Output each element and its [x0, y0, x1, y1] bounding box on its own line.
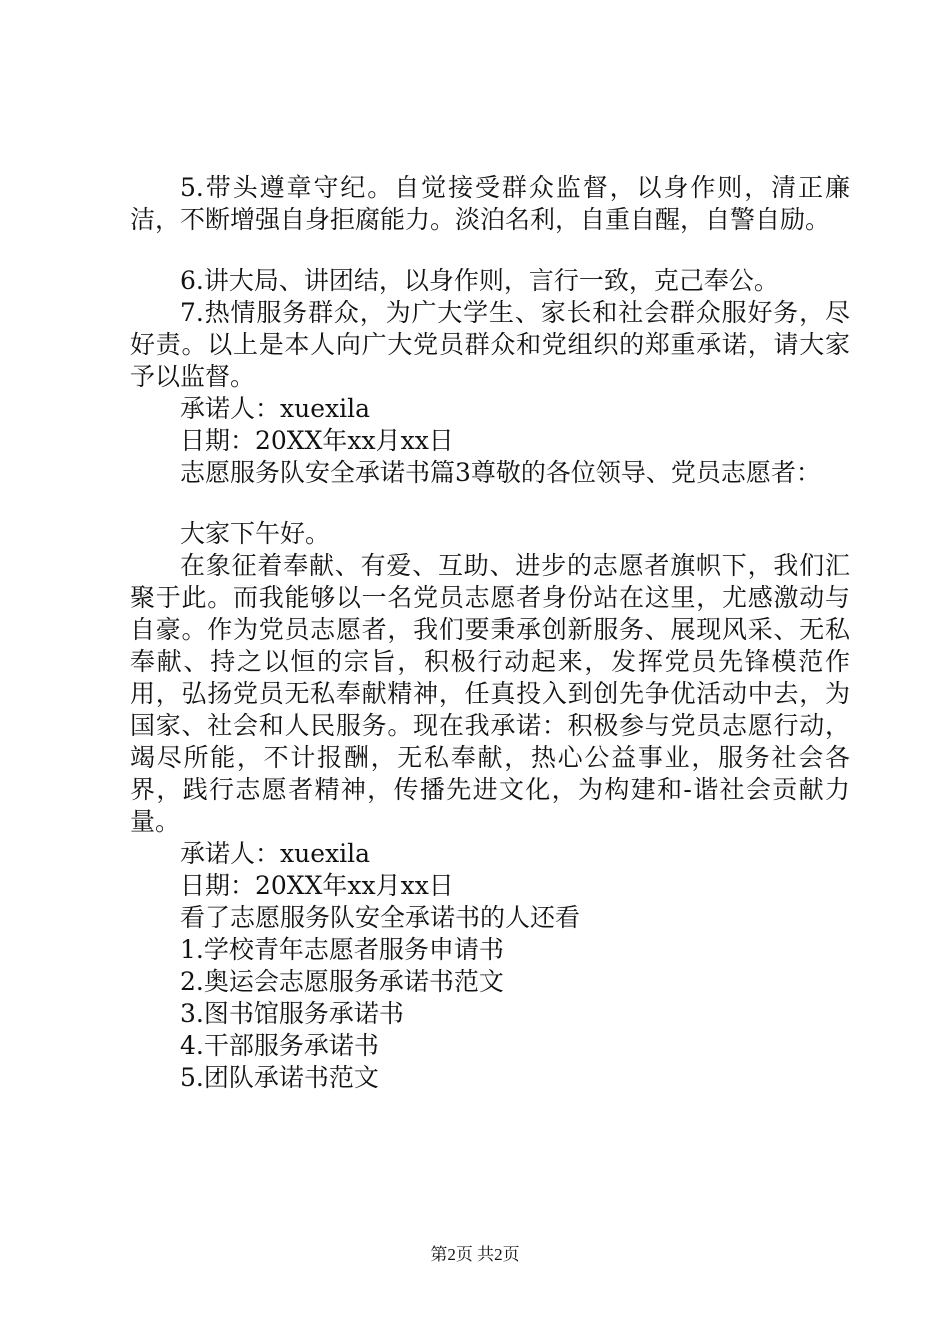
section-heading: 志愿服务队安全承诺书篇3尊敬的各位领导、党员志愿者：	[180, 458, 821, 487]
date-line-2: 日期：20XX年xx月xx日	[180, 871, 454, 900]
related-link-5[interactable]: 5.团队承诺书范文	[180, 1063, 379, 1092]
signer-line-2: 承诺人：xuexila	[180, 839, 370, 868]
paragraph-item-7: 7.热情服务群众，为广大学生、家长和社会群众服好务，尽好责。以上是本人向广大党员群众和党组织的郑重承诺，请大家予以监督。	[130, 298, 850, 391]
greeting: 大家下午好。	[180, 519, 331, 548]
related-link-3[interactable]: 3.图书馆服务承诺书	[180, 999, 404, 1028]
related-link-4[interactable]: 4.干部服务承诺书	[180, 1031, 379, 1060]
pledge-paragraph: 在象征着奉献、有爱、互助、进步的志愿者旗帜下，我们汇聚于此。而我能够以一名党员志愿者身份站在这里，尤感激动与自豪。作为党员志愿者，我们要秉承创新服务、展现风采、无私奉献、持之以恒的宗旨，积极行动起来，发挥党员先锋模范作用，弘扬党员无私奉献精神，任真投入到创先争优活动中去，为国家、社会和人民服务。现在我承诺：积极参与党员志愿行动，竭尽所能，不计报酬，无私奉献，热心公益事业，服务社会各界，践行志愿者精神，传播先进文化，为构建和-谐社会贡献力量。	[130, 551, 850, 836]
related-link-2[interactable]: 2.奥运会志愿服务承诺书范文	[180, 967, 504, 996]
signer-line: 承诺人：xuexila	[180, 394, 370, 423]
document-body	[130, 172, 850, 1094]
page-footer: 第2页 共2页	[430, 1245, 520, 1264]
related-heading: 看了志愿服务队安全承诺书的人还看	[180, 903, 581, 932]
related-link-1[interactable]: 1.学校青年志愿者服务申请书	[180, 935, 504, 964]
paragraph-item-6: 6.讲大局、讲团结，以身作则，言行一致，克己奉公。	[180, 266, 779, 295]
paragraph-item-5: 5.带头遵章守纪。自觉接受群众监督，以身作则，清正廉洁，不断增强自身拒腐能力。淡泊名利，自重自醒，自警自励。	[130, 173, 850, 234]
date-line: 日期：20XX年xx月xx日	[180, 426, 454, 455]
